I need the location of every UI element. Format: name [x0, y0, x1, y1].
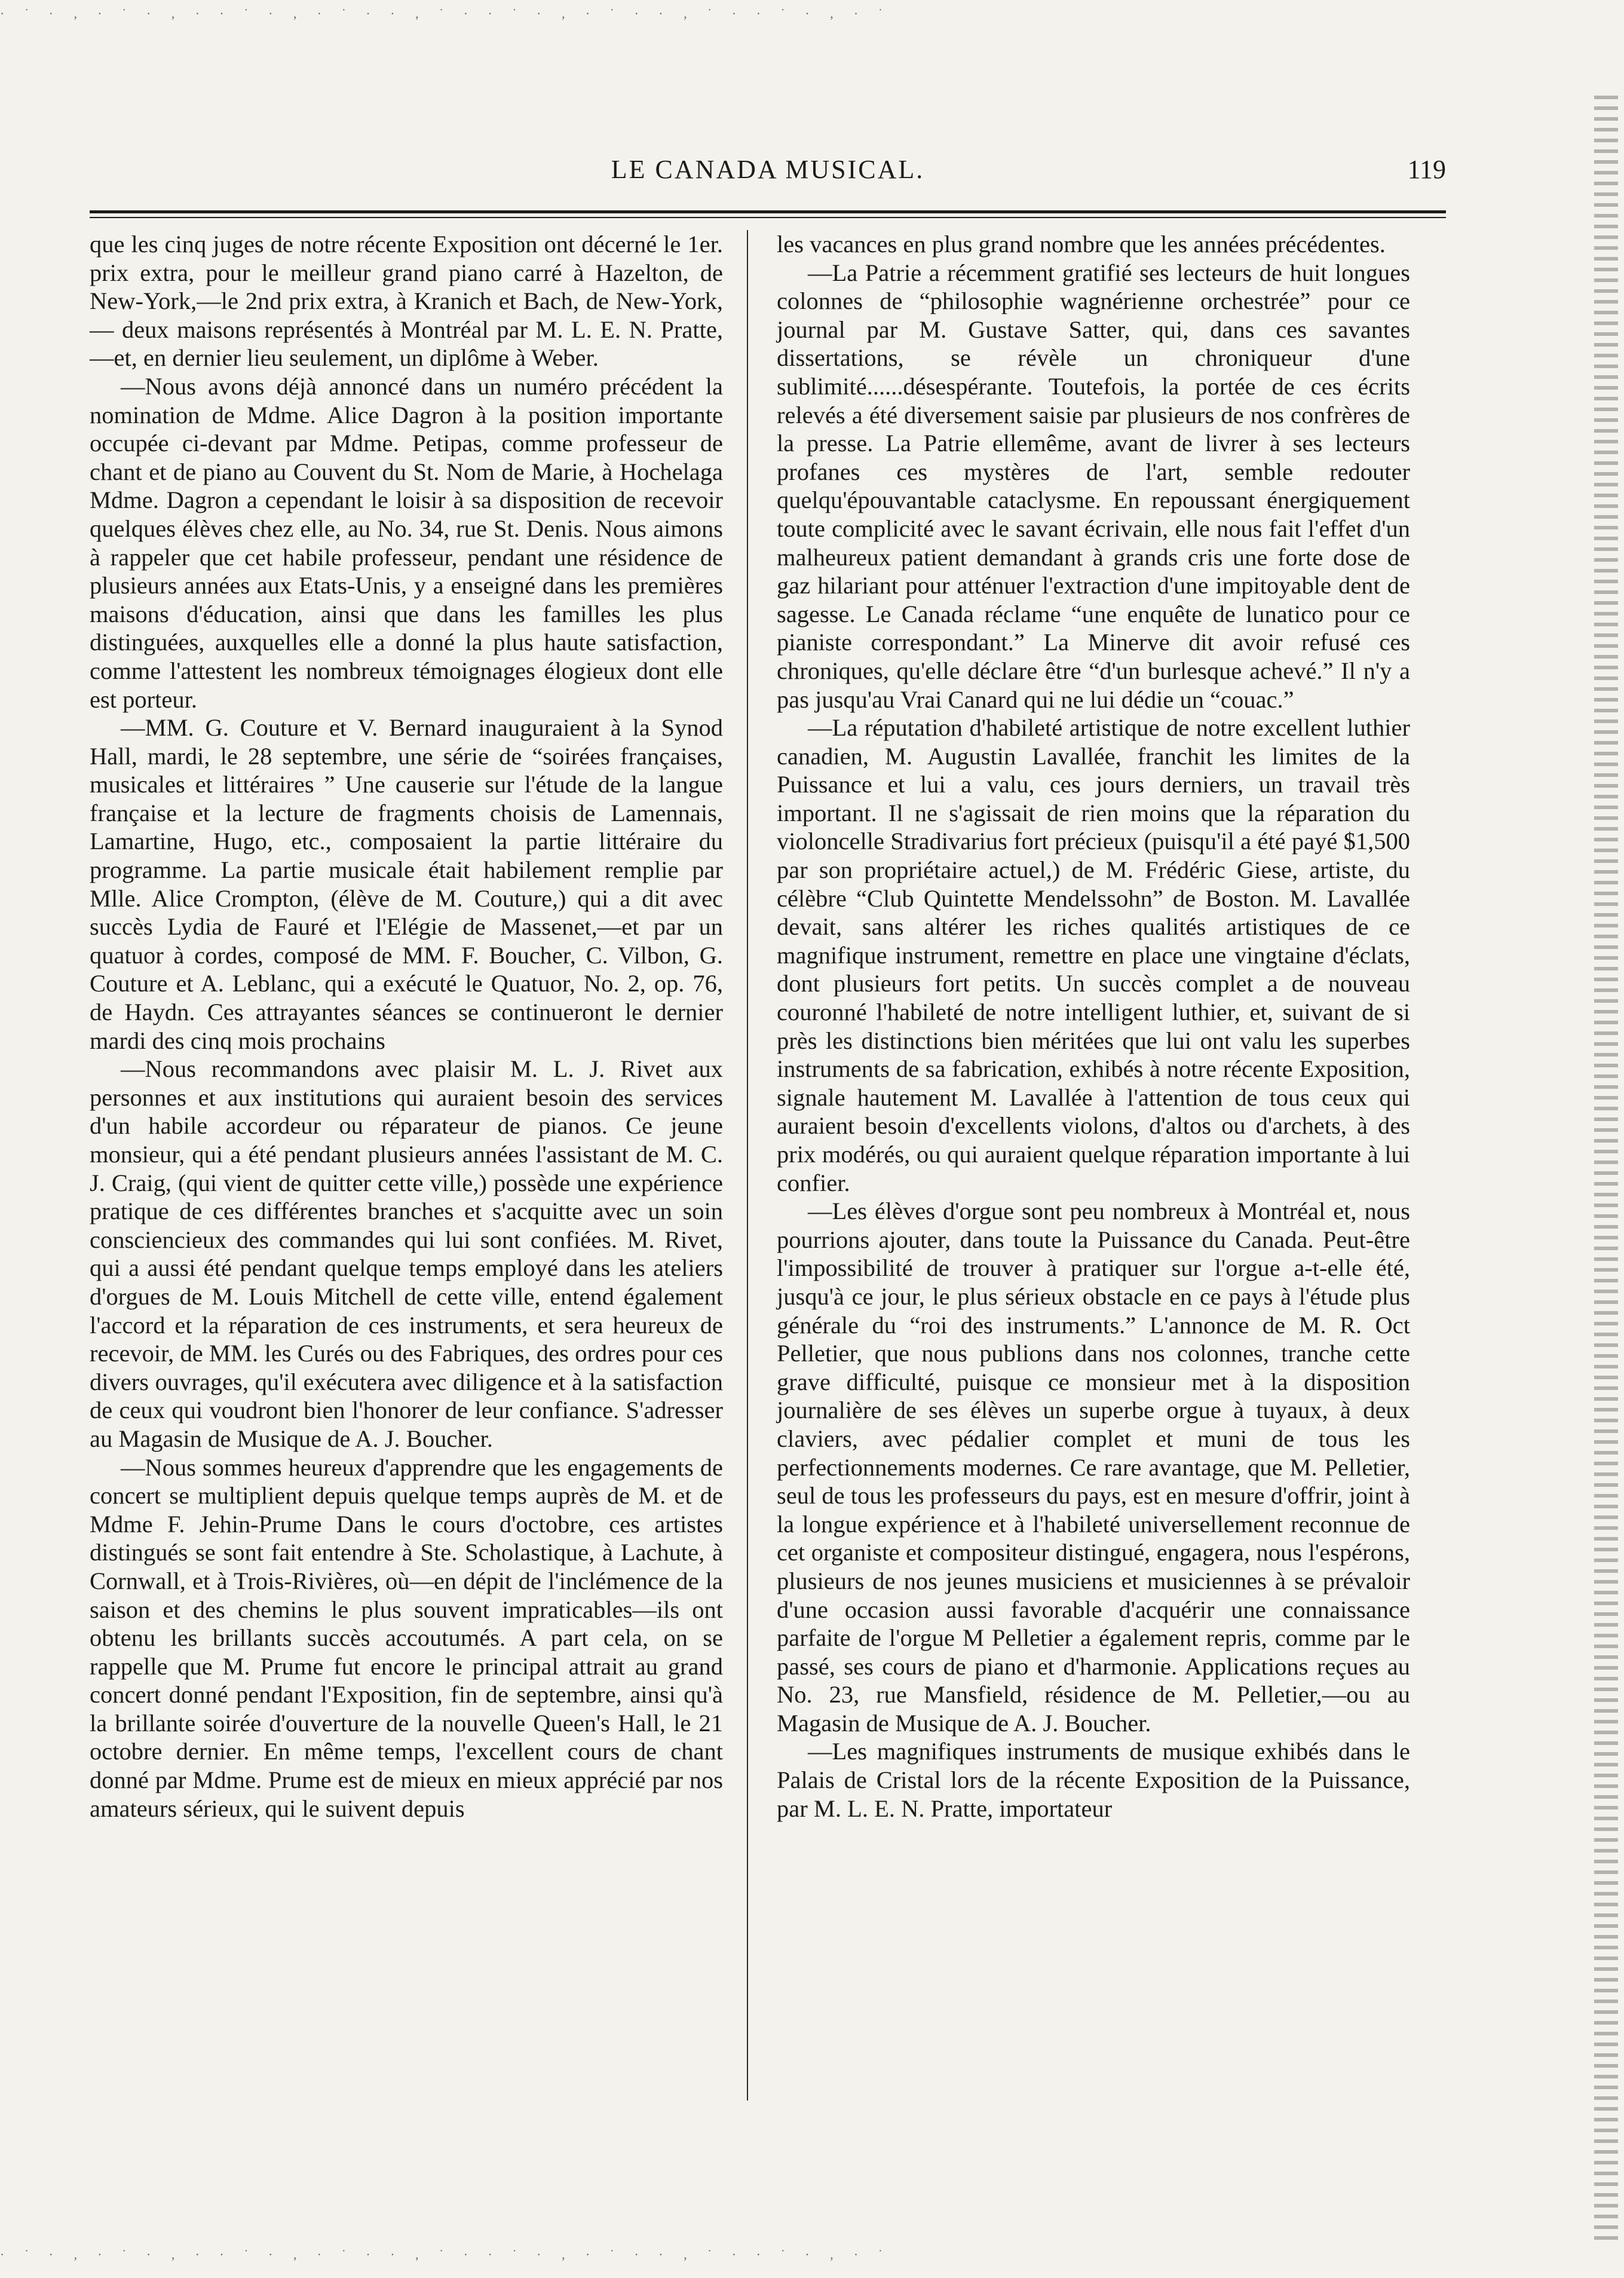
- paragraph: —Nous recommandons avec plaisir M. L. J. Rivet aux personnes et aux institutions qui auraient besoin des services d'un habile accordeur ou réparateur de pianos. Ce jeune monsieur, qui a été pendant plusieurs années l'assistant de M. C. J. Craig, (qui vient de quitter cette ville,) possède une expérience pratique de ces différentes branches et s'acquitte avec un soin consciencieux des commandes qui lui sont confiées. M. Rivet, qui a aussi été pendant quelque temps employé dans les ateliers d'orgues de M. Louis Mitchell de cette ville, entend également l'accord et la réparation de ces instruments, et sera heureux de recevoir, de MM. les Curés ou des Fabriques, des ordres pour ces divers ouvrages, qu'il exécutera avec diligence et à la satisfaction de ceux qui voudront bien l'honorer de leur confiance. S'adresser au Magasin de Musique de A. J. Boucher.: [90, 1055, 723, 1452]
- left-column: [90, 230, 723, 1823]
- paragraph: que les cinq juges de notre récente Exposition ont décerné le 1er. prix extra, pour le meilleur grand piano carré à Hazelton, de New-York,—le 2nd prix extra, à Kranich et Bach, de New-York, — deux maisons représentés à Montréal par M. L. E. N. Pratte,—et, en dernier lieu seulement, un diplôme à Weber.: [90, 231, 723, 372]
- page-number: 119: [1407, 155, 1446, 184]
- paragraph: —Les magnifiques instruments de musique exhibés dans le Palais de Cristal lors de la récente Exposition de la Puissance, par M. L. E. N. Pratte, importateur: [777, 1738, 1410, 1822]
- paragraph: —MM. G. Couture et V. Bernard inauguraient à la Synod Hall, mardi, le 28 septembre, une série de “soirées françaises, musicales et littéraires ” Une causerie sur l'étude de la langue française et la lecture de fragments choisis de Lamennais, Lamartine, Hugo, etc., composaient la partie littéraire du programme. La partie musicale était habilement remplie par Mlle. Alice Crompton, (élève de M. Couture,) qui a dit avec succès Lydia de Fauré et l'Elégie de Massenet,—et par un quatuor à cordes, composé de MM. F. Boucher, C. Vilbon, G. Couture et A. Leblanc, qui a exécuté le Quatuor, No. 2, op. 76, de Haydn. Ces attrayantes séances se continueront le dernier mardi des cinq mois prochains: [90, 714, 723, 1054]
- header-rule-thick: [90, 210, 1446, 213]
- page-header: [90, 154, 1446, 202]
- paragraph: —Nous sommes heureux d'apprendre que les engagements de concert se multiplient depuis quelque temps auprès de M. et de Mdme F. Jehin-Prume Dans le cours d'octobre, ces artistes distingués se sont fait entendre à Ste. Scholastique, à Lachute, à Cornwall, et à Trois-Rivières, où—en dépit de l'inclémence de la saison et des chemins le plus souvent impraticables—ils ont obtenu les brillants succès accoutumés. A part cela, on se rappelle que M. Prume fut encore le principal attrait au grand concert donné pendant l'Exposition, fin de septembre, ainsi qu'à la brillante soirée d'ouverture de la nouvelle Queen's Hall, le 21 octobre dernier. En même temps, l'excellent cours de chant donné par Mdme. Prume est de mieux en mieux apprécié par nos amateurs sérieux, qui le suivent depuis: [90, 1453, 723, 1822]
- paragraph: —La Patrie a récemment gratifié ses lecteurs de huit longues colonnes de “philosophie wagnérienne orchestrée” pour ce journal par M. Gustave Satter, qui, dans ces savantes dissertations, se révèle un chroniqueur d'une sublimité......désespérante. Toutefois, la portée de ces écrits relevés a été diversement saisie par plusieurs de nos confrères de la presse. La Patrie ellemême, avant de livrer à ses lecteurs profanes ces mystères de l'art, semble redouter quelqu'épouvantable cataclysme. En repoussant énergiquement toute complicité avec le savant écrivain, elle nous fait l'effet d'un malheureux patient demandant à grands cris une forte dose de gaz hilariant pour atténuer l'extraction d'une impitoyable dent de sagesse. Le Canada réclame “une enquête de lunatico pour ce pianiste correspondant.” La Minerve dit avoir refusé ces chroniques, qu'elle déclare être “d'un burlesque achevé.” Il n'y a pas jusqu'au Vrai Canard qui ne lui dédie un “couac.”: [777, 259, 1410, 713]
- paragraph: —Nous avons déjà annoncé dans un numéro précédent la nomination de Mdme. Alice Dagron à la position importante occupée ci-devant par Mdme. Petipas, comme professeur de chant et de piano au Couvent du St. Nom de Marie, à Hochelaga Mdme. Dagron a cependant le loisir à sa disposition de recevoir quelques élèves chez elle, au No. 34, rue St. Denis. Nous aimons à rappeler que cet habile professeur, pendant une résidence de plusieurs années aux Etats-Unis, y a enseigné dans les premières maisons d'éducation, ainsi que dans les familles les plus distinguées, auxquelles elle a donné la plus haute satisfaction, comme l'attestent les nombreux témoignages élogieux dont elle est porteur.: [90, 372, 723, 713]
- paragraph: —Les élèves d'orgue sont peu nombreux à Montréal et, nous pourrions ajouter, dans toute la Puissance du Canada. Peut-être l'impossibilité de trouver à pratiquer sur l'orgue a-t-elle été, jusqu'à ce jour, le plus sérieux obstacle en ce pays à l'étude plus générale du “roi des instruments.” L'annonce de M. R. Oct Pelletier, que nous publions dans nos colonnes, tranche cette grave difficulté, puisque ce monsieur met à la disposition journalière de ses élèves un superbe orgue à tuyaux, à deux claviers, avec pédalier complet et muni de tous les perfectionnements modernes. Ce rare avantage, que M. Pelletier, seul de tous les professeurs du pays, est en mesure d'offrir, joint à la longue expérience et à l'habileté universellement reconnue de cet organiste et compositeur distingué, engagera, nous l'espérons, plusieurs de nos jeunes musiciens et musiciennes à se prévaloir d'une occasion aussi favorable d'acquérir une connaissance parfaite de l'orgue M Pelletier a également repris, comme par le passé, ses cours de piano et d'harmonie. Applications reçues au No. 23, rue Mansfield, résidence de M. Pelletier,—ou au Magasin de Musique de A. J. Boucher.: [777, 1198, 1410, 1737]
- page-edge-specks-top: · ˙ · ‚ · ˙ · ‚ · · ˙ · ‚ · ˙ · · ‚ ˙ · · ˙ · ‚ · ˙ · · ‚ ˙ · · ˙ · ‚ · ˙: [0, 6, 891, 21]
- paragraph: les vacances en plus grand nombre que les années précédentes.: [777, 231, 1386, 258]
- header-rule-thin: [90, 217, 1446, 218]
- column-divider: [747, 230, 748, 2101]
- binding-edge-mark: [1594, 96, 1618, 2247]
- paragraph: —La réputation d'habileté artistique de notre excellent luthier canadien, M. Augustin Lavallée, franchit les limites de la Puissance et lui a valu, ces jours derniers, un travail très important. Il ne s'agissait de rien moins que la réparation du violoncelle Stradivarius fort précieux (puisqu'il a été payé $1,500 par son propriétaire actuel,) de M. Frédéric Giese, artiste, du célèbre “Club Quintette Mendelssohn” de Boston. M. Lavallée devait, sans altérer les riches qualités artistiques de ce magnifique instrument, remettre en place une vingtaine d'éclats, dont plusieurs fort petits. Un succès complet a de nouveau couronné l'habileté de notre intelligent luthier, et, suivant de si près les distinctions bien méritées que lui ont valu les superbes instruments de sa fabrication, exhibés à notre récente Exposition, signale hautement M. Lavallée à l'attention de tous ceux qui auraient besoin d'excellents violons, d'altos ou d'archets, à des prix modérés, ou qui auraient quelque réparation importante à lui confier.: [777, 714, 1410, 1196]
- right-column: [777, 230, 1410, 1823]
- running-title: LE CANADA MUSICAL.: [611, 155, 925, 184]
- page-edge-specks-bottom: · ˙ · ‚ · ˙ · ‚ · · ˙ · ‚ · ˙ · · ‚ ˙ · · ˙ · ‚ · ˙ · · ‚ ˙ · · ˙ · ‚ · ˙: [0, 2247, 891, 2262]
